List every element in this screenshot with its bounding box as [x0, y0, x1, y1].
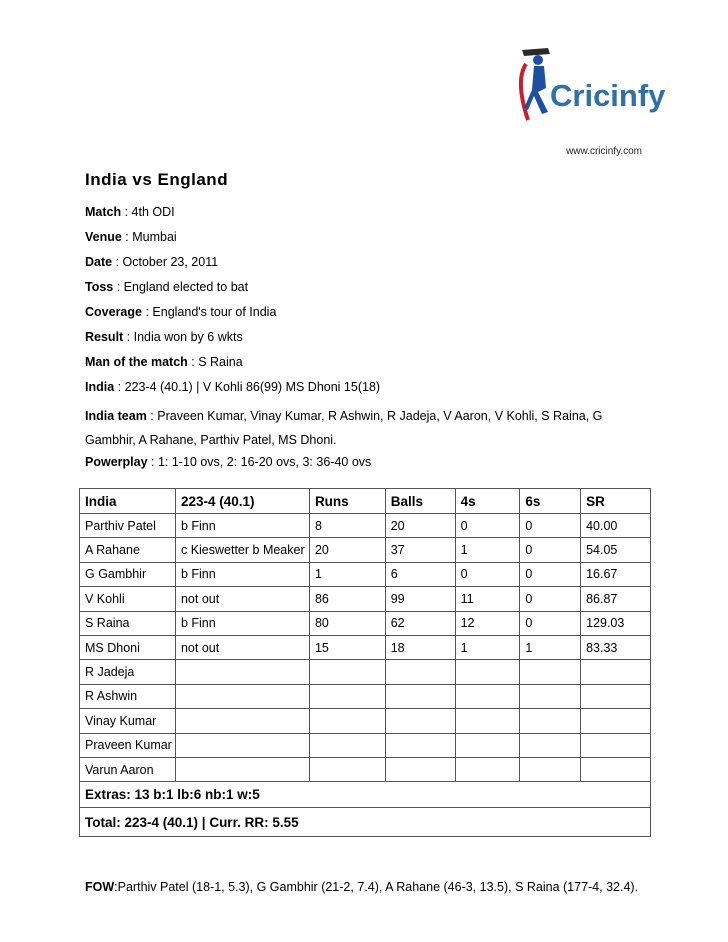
scorecard-cell	[455, 733, 520, 757]
detail-value: Praveen Kumar, Vinay Kumar, R Ashwin, R Jadeja, V Aaron, V Kohli, S Raina, G Gambhir, A Rahane, Parthiv Patel, MS Dhoni.	[85, 409, 603, 447]
detail-value: S Raina	[198, 355, 243, 369]
scorecard-cell: 1	[455, 538, 520, 562]
scorecard-cell	[520, 733, 581, 757]
scorecard-cell	[385, 733, 455, 757]
scorecard-cell: b Finn	[175, 514, 309, 538]
detail-label: Match	[85, 205, 122, 219]
batsman-row	[80, 611, 651, 635]
detail-date: Date : October 23, 2011	[85, 255, 219, 269]
scorecard-cell: R Jadeja	[80, 660, 176, 684]
scorecard-cell: 15	[309, 635, 385, 659]
detail-label: Toss	[85, 280, 114, 294]
detail-label: Result	[85, 330, 124, 344]
scorecard-cell	[581, 733, 651, 757]
detail-india-team: India team : Praveen Kumar, Vinay Kumar, R Ashwin, R Jadeja, V Aaron, V Kohli, S Raina, G Gambhir, A Rahane, Parthiv Patel, MS Dhoni.	[85, 409, 603, 447]
scorecard-cell	[520, 709, 581, 733]
header-cell: 223-4 (40.1)	[175, 489, 309, 514]
total-row	[80, 808, 651, 837]
header-cell: Runs	[309, 489, 385, 514]
fow-value: :Parthiv Patel (18-1, 5.3), G Gambhir (21-2, 7.4), A Rahane (46-3, 13.5), S Raina (177-4, 32.4).	[114, 880, 639, 894]
batsman-row	[80, 684, 651, 708]
scorecard-cell: 80	[309, 611, 385, 635]
scorecard-header-row	[80, 489, 651, 514]
scorecard-cell: 37	[385, 538, 455, 562]
scorecard-cell: R Ashwin	[80, 684, 176, 708]
scorecard-cell: A Rahane	[80, 538, 176, 562]
scorecard-cell: c Kieswetter b Meaker	[175, 538, 309, 562]
scorecard-cell: MS Dhoni	[80, 635, 176, 659]
detail-value: England's tour of India	[152, 305, 277, 319]
header-cell: 4s	[455, 489, 520, 514]
detail-value: October 23, 2011	[122, 255, 219, 269]
scorecard-cell	[520, 757, 581, 781]
detail-coverage: Coverage : England's tour of India	[85, 305, 277, 319]
body-shape	[524, 66, 548, 114]
scorecard-cell: not out	[175, 587, 309, 611]
fow-label: FOW	[85, 880, 115, 894]
scorecard-cell	[309, 660, 385, 684]
batsman-row	[80, 709, 651, 733]
scorecard-cell: Praveen Kumar	[80, 733, 176, 757]
scorecard-cell	[175, 757, 309, 781]
scorecard-cell	[520, 660, 581, 684]
detail-label: Date	[85, 255, 113, 269]
scorecard-cell: 0	[520, 514, 581, 538]
scorecard-cell: 6	[385, 562, 455, 586]
scorecard-cell	[455, 684, 520, 708]
logo-text: Cricinfy	[550, 78, 666, 113]
scorecard-cell: 1	[309, 562, 385, 586]
scorecard-cell: 54.05	[581, 538, 651, 562]
scorecard-cell: 86	[309, 587, 385, 611]
header-cell: Balls	[385, 489, 455, 514]
batsman-row	[80, 562, 651, 586]
scorecard-cell	[581, 684, 651, 708]
detail-value: India won by 6 wkts	[133, 330, 243, 344]
scorecard-cell: 0	[455, 514, 520, 538]
scorecard-cell: 16.67	[581, 562, 651, 586]
detail-india-score: India : 223-4 (40.1) | V Kohli 86(99) MS Dhoni 15(18)	[85, 380, 381, 394]
scorecard-cell: b Finn	[175, 562, 309, 586]
scorecard-cell: 8	[309, 514, 385, 538]
detail-label: India team	[85, 409, 147, 423]
scorecard-cell: Parthiv Patel	[80, 514, 176, 538]
scorecard-cell: Varun Aaron	[80, 757, 176, 781]
detail-label: Powerplay	[85, 455, 148, 469]
scorecard-cell: 83.33	[581, 635, 651, 659]
scorecard-cell: 0	[520, 611, 581, 635]
scorecard-cell: 0	[520, 538, 581, 562]
scorecard-cell	[385, 757, 455, 781]
scorecard-cell: 18	[385, 635, 455, 659]
header-cell: SR	[581, 489, 651, 514]
detail-match: Match : 4th ODI	[85, 205, 175, 219]
total-text: Total: 223-4 (40.1) | Curr. RR: 5.55	[80, 808, 651, 837]
scorecard-cell	[581, 709, 651, 733]
scorecard-cell: b Finn	[175, 611, 309, 635]
batsman-row	[80, 733, 651, 757]
extras-text: Extras: 13 b:1 lb:6 nb:1 w:5	[80, 782, 651, 808]
fall-of-wickets	[85, 880, 638, 894]
batsman-row	[80, 757, 651, 781]
bat-shape	[522, 48, 550, 56]
scorecard-cell: not out	[175, 635, 309, 659]
scorecard-cell: 12	[455, 611, 520, 635]
ribbon-shape	[521, 64, 528, 120]
detail-value: Mumbai	[132, 230, 177, 244]
batsman-row	[80, 660, 651, 684]
scorecard-cell: 129.03	[581, 611, 651, 635]
scorecard-cell	[581, 660, 651, 684]
detail-man-of-the-match: Man of the match : S Raina	[85, 355, 243, 369]
scorecard-cell	[455, 757, 520, 781]
cricinfy-logo	[508, 46, 666, 126]
scorecard-cell: 20	[309, 538, 385, 562]
scorecard-cell: 0	[520, 562, 581, 586]
scorecard-cell: 62	[385, 611, 455, 635]
scorecard-cell	[581, 757, 651, 781]
scorecard-cell: 1	[520, 635, 581, 659]
batsman-row	[80, 635, 651, 659]
scorecard-cell: G Gambhir	[80, 562, 176, 586]
scorecard-cell	[175, 733, 309, 757]
header-cell: India	[80, 489, 176, 514]
scorecard-cell: 20	[385, 514, 455, 538]
scorecard-cell: 86.87	[581, 587, 651, 611]
detail-label: Venue	[85, 230, 122, 244]
scorecard-cell	[175, 660, 309, 684]
extras-row	[80, 782, 651, 808]
scorecard-cell: Vinay Kumar	[80, 709, 176, 733]
detail-venue: Venue : Mumbai	[85, 230, 177, 244]
scorecard-cell	[309, 733, 385, 757]
detail-value: England elected to bat	[123, 280, 249, 294]
scorecard-cell	[385, 684, 455, 708]
detail-label: Man of the match	[85, 355, 188, 369]
scorecard-cell: S Raina	[80, 611, 176, 635]
detail-label: Coverage	[85, 305, 142, 319]
scorecard-cell	[309, 757, 385, 781]
scorecard-cell: 11	[455, 587, 520, 611]
scorecard-cell: 0	[520, 587, 581, 611]
scorecard-cell: 99	[385, 587, 455, 611]
match-details	[85, 204, 655, 479]
scorecard-body	[80, 489, 651, 837]
scorecard-cell	[520, 684, 581, 708]
scorecard-table	[79, 488, 651, 837]
website-url: www.cricinfy.com	[566, 146, 642, 157]
scorecard-cell	[175, 684, 309, 708]
detail-toss: Toss : England elected to bat	[85, 280, 249, 294]
detail-result: Result : India won by 6 wkts	[85, 330, 243, 344]
batsman-row	[80, 514, 651, 538]
batsman-row	[80, 587, 651, 611]
header-cell: 6s	[520, 489, 581, 514]
scorecard-cell	[385, 709, 455, 733]
detail-value: 223-4 (40.1) | V Kohli 86(99) MS Dhoni 15(18)	[124, 380, 381, 394]
scorecard-cell	[455, 660, 520, 684]
detail-powerplay: Powerplay : 1: 1-10 ovs, 2: 16-20 ovs, 3: 36-40 ovs	[85, 455, 372, 469]
scorecard-cell	[175, 709, 309, 733]
head-shape	[533, 55, 543, 65]
scorecard-cell	[385, 660, 455, 684]
detail-value: 4th ODI	[131, 205, 175, 219]
scorecard-cell: V Kohli	[80, 587, 176, 611]
match-title: India vs England	[85, 170, 229, 189]
scorecard-cell: 1	[455, 635, 520, 659]
detail-value: 1: 1-10 ovs, 2: 16-20 ovs, 3: 36-40 ovs	[157, 455, 372, 469]
scorecard-cell	[309, 709, 385, 733]
scorecard-cell	[455, 709, 520, 733]
scorecard-cell: 40.00	[581, 514, 651, 538]
scorecard-cell	[309, 684, 385, 708]
batsman-logo-icon	[508, 46, 666, 126]
detail-label: India	[85, 380, 115, 394]
batsman-row	[80, 538, 651, 562]
scorecard-cell: 0	[455, 562, 520, 586]
